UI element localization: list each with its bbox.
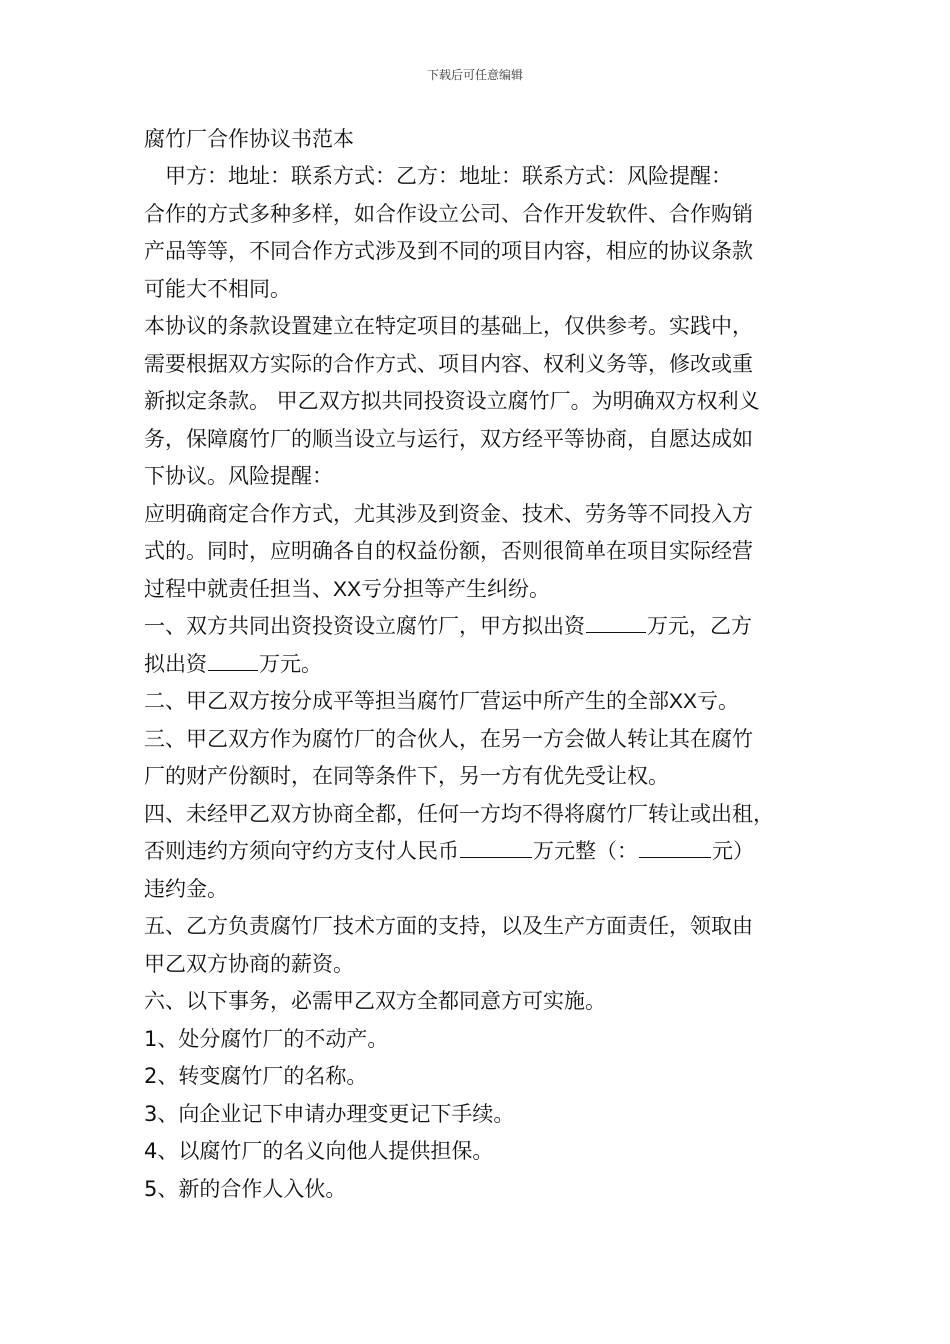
paragraph-line: 务，保障腐竹厂的顺当设立与运行，双方经平等协商，自愿达成如 bbox=[144, 426, 753, 451]
fill-in-blank[interactable] bbox=[586, 612, 646, 633]
fill-in-blank[interactable] bbox=[208, 650, 258, 671]
text-segment: XX bbox=[669, 690, 698, 713]
paragraph-line: 可能大不相同。 bbox=[144, 276, 291, 301]
paragraph-line: 新拟定条款。 甲乙双方拟共同投资设立腐竹厂。为明确双方权利义 bbox=[144, 389, 760, 413]
paragraph-line: 下协议。风险提醒： bbox=[144, 464, 333, 488]
list-item: 3、向企业记下申请办理变更记下手续。 bbox=[144, 1101, 515, 1126]
clause-2-line bbox=[144, 683, 812, 721]
text-segment: 一、双方共同出资投资设立腐竹厂，甲方拟出资 bbox=[144, 614, 585, 638]
list-item: 5、新的合作人入伙。 bbox=[144, 1176, 347, 1201]
text-segment: 拟出资 bbox=[144, 651, 207, 676]
clause-4-line: 四、未经甲乙双方协商全都，任何一方均不得将腐竹厂转让或出租， bbox=[144, 801, 774, 826]
fill-in-blank[interactable] bbox=[460, 837, 532, 858]
list-item: 1、处分腐竹厂的不动产。 bbox=[144, 1026, 389, 1051]
text-segment: 万元。 bbox=[259, 651, 322, 676]
paragraph-line: 产品等等，不同合作方式涉及到不同的项目内容，相应的协议条款 bbox=[144, 239, 753, 263]
text-segment: 亏。 bbox=[697, 689, 740, 713]
paragraph-line: 本协议的条款设置建立在特定项目的基础上，仅供参考。实践中， bbox=[144, 314, 753, 338]
clause-3-line: 厂的财产份额时，在同等条件下，另一方有优先受让权。 bbox=[144, 764, 669, 788]
paragraph-line bbox=[144, 571, 812, 609]
document-title: 腐竹厂合作协议书范本 bbox=[144, 127, 354, 151]
list-item: 4、以腐竹厂的名义向他人提供担保。 bbox=[144, 1139, 494, 1163]
list-item: 2、转变腐竹厂的名称。 bbox=[144, 1064, 368, 1088]
text-segment: 亏分担等产生纠纷。 bbox=[361, 576, 551, 601]
clause-3-line: 三、甲乙双方作为腐竹厂的合伙人，在另一方会做人转让其在腐竹 bbox=[144, 726, 753, 751]
clause-4-line: 违约金。 bbox=[144, 876, 228, 901]
text-segment: 元） bbox=[712, 839, 754, 863]
clause-6-line: 六、以下事务，必需甲乙双方全都同意方可实施。 bbox=[144, 989, 606, 1013]
document-body bbox=[144, 120, 812, 1208]
text-segment: 过程中就责任担当、 bbox=[144, 576, 333, 601]
text-segment: XX bbox=[333, 577, 362, 601]
text-segment: 万元整（： bbox=[533, 839, 638, 863]
text-segment: 万元，乙方 bbox=[647, 614, 752, 638]
clause-1-line bbox=[144, 608, 812, 646]
paragraph-line: 式的。同时，应明确各自的权益份额，否则很简单在项目实际经营 bbox=[144, 539, 753, 563]
clause-4-line bbox=[144, 833, 812, 871]
fill-in-blank[interactable] bbox=[639, 837, 711, 858]
paragraph-line: 需要根据双方实际的合作方式、项目内容、权利义务等，修改或重 bbox=[144, 351, 753, 376]
text-segment: 二、甲乙双方按分成平等担当腐竹厂营运中所产生的全部 bbox=[144, 689, 669, 713]
header-note: 下载后可任意编辑 bbox=[426, 68, 523, 82]
clause-5-line: 五、乙方负责腐竹厂技术方面的支持，以及生产方面责任，领取由 bbox=[144, 914, 753, 938]
parties-line: 甲方：地址：联系方式：乙方：地址：联系方式：风险提醒： bbox=[165, 164, 732, 188]
clause-1-line bbox=[144, 646, 812, 684]
paragraph-line: 合作的方式多种多样，如合作设立公司、合作开发软件、合作购销 bbox=[144, 201, 753, 226]
clause-5-line: 甲乙双方协商的薪资。 bbox=[144, 951, 354, 976]
paragraph-line: 应明确商定合作方式，尤其涉及到资金、技术、劳务等不同投入方 bbox=[144, 501, 753, 526]
text-segment: 否则违约方须向守约方支付人民币 bbox=[144, 839, 459, 863]
